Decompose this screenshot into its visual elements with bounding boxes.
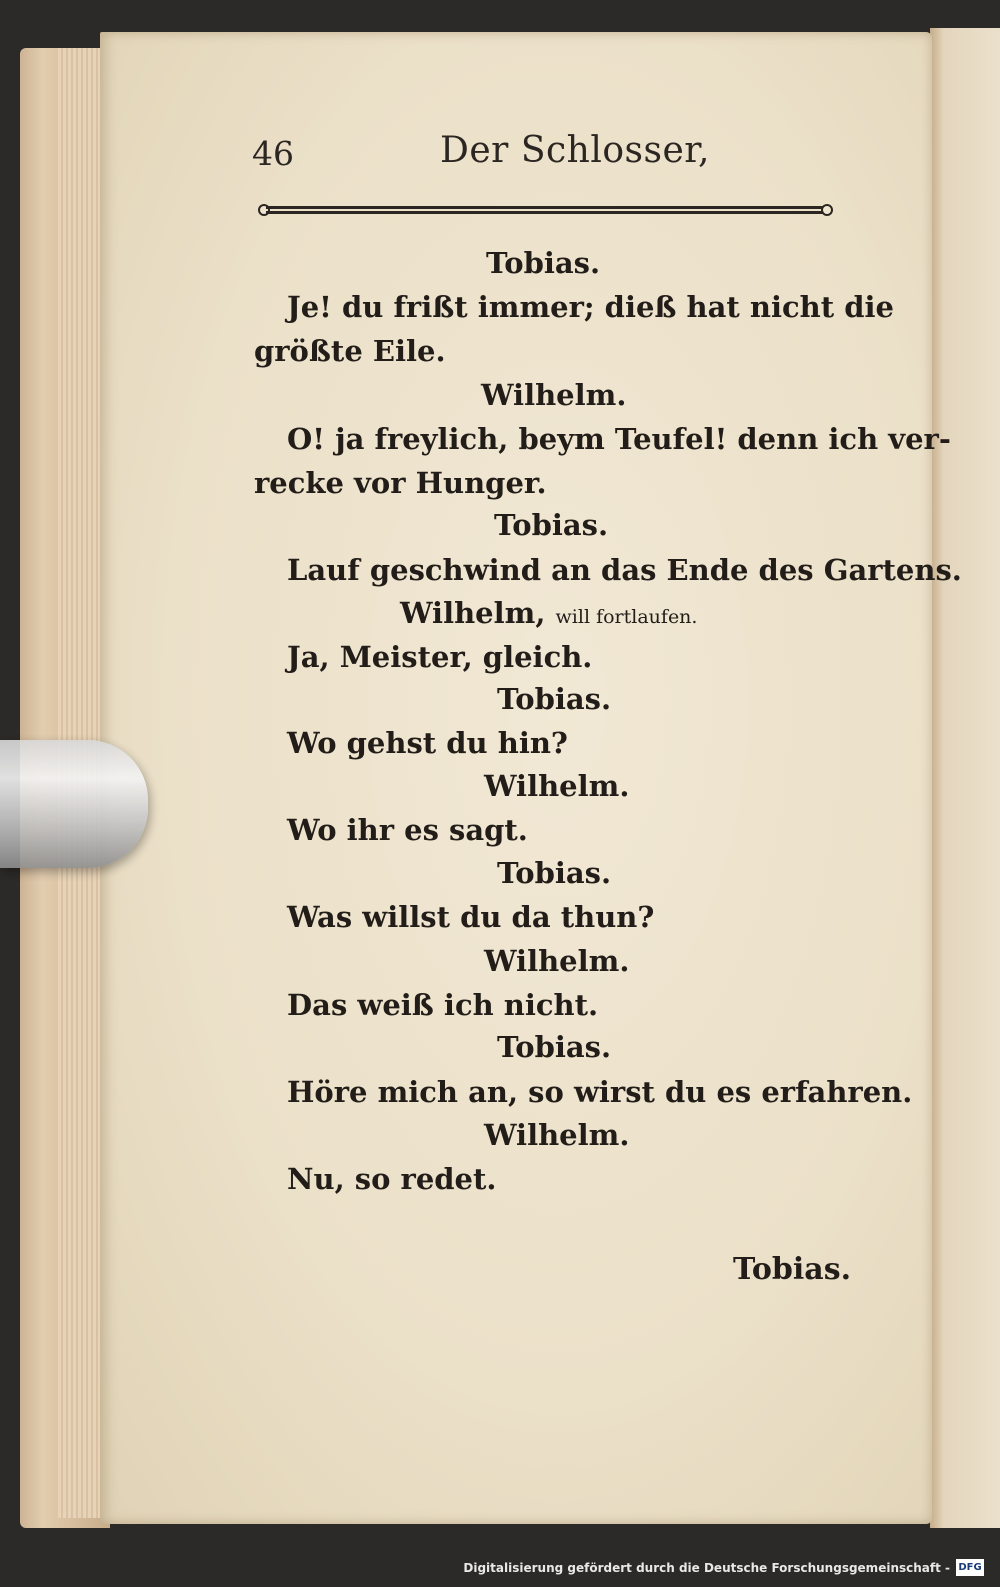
footer-bar	[0, 1545, 1000, 1587]
page-clip	[0, 740, 148, 868]
speaker-with-direction	[400, 596, 697, 630]
dialogue-line: Nu, so redet.	[287, 1162, 497, 1196]
speaker-name: Tobias.	[486, 246, 601, 280]
dialogue-line: größte Eile.	[254, 334, 446, 368]
speaker-name: Wilhelm.	[484, 944, 630, 978]
dialogue-line: Wo gehst du hin?	[287, 726, 568, 760]
dialogue-line: Ja, Meister, gleich.	[287, 640, 593, 674]
dialogue-line: Je! du frißt immer; dieß hat nicht die	[287, 290, 894, 324]
facing-page	[930, 28, 1000, 1528]
header-rule	[258, 204, 833, 216]
running-title: Der Schlosser,	[440, 130, 710, 171]
dialogue-line: Das weiß ich nicht.	[287, 988, 599, 1022]
dialogue-line: Wo ihr es sagt.	[287, 813, 528, 847]
dialogue-line: recke vor Hunger.	[254, 466, 547, 500]
stage-direction: will fortlaufen.	[555, 606, 698, 628]
page-number: 46	[252, 134, 294, 173]
catchword: Tobias.	[733, 1252, 852, 1287]
dfg-logo-icon: DFG	[956, 1559, 984, 1576]
page-header	[252, 128, 832, 178]
speaker-name: Tobias.	[497, 1030, 612, 1064]
dialogue-line: O! ja freylich, beym Teufel! denn ich ver-	[287, 422, 951, 456]
speaker-name: Tobias.	[497, 856, 612, 890]
funding-credit: Digitalisierung gefördert durch die Deutsche Forschungsgemeinschaft -	[463, 1561, 950, 1575]
speaker-name: Tobias.	[494, 508, 609, 542]
speaker-name: Wilhelm.	[481, 378, 627, 412]
speaker-name: Wilhelm.	[484, 1118, 630, 1152]
dialogue-line: Lauf geschwind an das Ende des Gartens.	[287, 553, 962, 587]
speaker-name: Tobias.	[497, 682, 612, 716]
speaker-name: Wilhelm.	[484, 769, 630, 803]
dialogue-line: Was willst du da thun?	[287, 900, 655, 934]
speaker-name: Wilhelm,	[400, 596, 546, 630]
dialogue-line: Höre mich an, so wirst du es erfahren.	[287, 1075, 913, 1109]
